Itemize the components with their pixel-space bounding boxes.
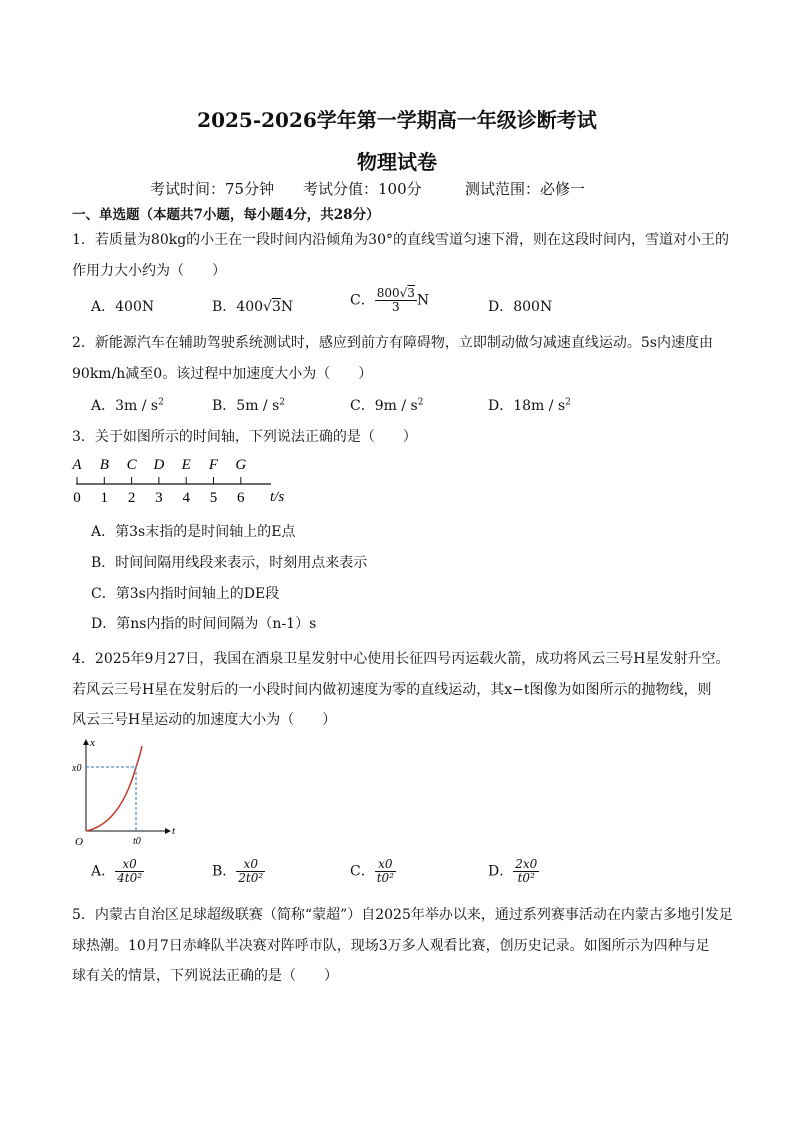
sqrt-sign: √ — [263, 299, 272, 315]
fraction: $\frac{800√3}{3}$ — [376, 286, 415, 314]
y-axis-label: x — [90, 737, 95, 749]
sqrt-radicand: 3 — [271, 299, 281, 315]
option-label: C． — [350, 398, 375, 414]
option-value: 9m / s — [374, 398, 418, 414]
option-label: B． — [212, 398, 237, 414]
option-label: A． — [91, 299, 116, 315]
q3-option-a: A．第3s末指的是时间轴上的E点 — [91, 524, 296, 540]
q1-option-c — [350, 287, 429, 314]
exam-subject: 物理试卷 — [357, 150, 437, 174]
q4-stem-line1: 4．2025年9月27日，我国在酒泉卫星发射中心使用长征四号丙运载火箭，成功将风云三号H星发射升空。 — [72, 651, 730, 667]
fraction-numerator: x0 — [375, 858, 396, 872]
fraction-numerator: x0 — [115, 858, 144, 872]
exam-time: 考试时间：75分钟 — [150, 180, 275, 198]
fraction-denominator: 3 — [392, 300, 400, 314]
option-label: A． — [91, 398, 116, 414]
option-label: A． — [91, 863, 116, 880]
time-axis-unit: t/s — [270, 489, 285, 505]
axis-point-label: A — [72, 457, 82, 473]
option-value: 400 — [236, 299, 264, 315]
q4-stem-line3: 风云三号H星运动的加速度大小为（ ） — [72, 712, 337, 728]
exponent: 2 — [158, 397, 164, 408]
option-value: 400N — [115, 299, 155, 315]
option-label: B． — [212, 863, 237, 880]
parabola-curve-extension — [136, 746, 142, 767]
section-heading: 一、单选题（本题共7小题，每小题4分，共28分） — [72, 207, 380, 223]
axis-number-label: 5 — [209, 490, 218, 506]
fraction-numerator: x0 — [236, 858, 265, 872]
option-value: 18m / s — [513, 398, 566, 414]
x-t-graph — [70, 734, 185, 850]
q2-option-d — [488, 395, 571, 415]
axis-point-label: D — [153, 457, 165, 473]
option-label: C． — [350, 863, 375, 880]
t0-label: t0 — [133, 836, 141, 847]
exponent: 2 — [417, 397, 424, 408]
option-value: 3m / s — [115, 398, 159, 414]
q1-option-d — [488, 296, 552, 316]
exponent: 2 — [565, 397, 571, 408]
fraction-denominator: 4t0² — [117, 871, 143, 885]
q1-option-a — [91, 296, 154, 316]
option-label: C． — [350, 292, 375, 309]
fraction-denominator: t0² — [517, 871, 535, 885]
q5-stem-line3: 球有关的情景，下列说法正确的是（ ） — [72, 968, 338, 984]
option-label: D． — [488, 863, 514, 880]
axis-point-label: E — [181, 457, 191, 473]
fraction-numerator: 2x0 — [515, 857, 538, 871]
option-label: B． — [212, 299, 237, 315]
axis-point-label: G — [235, 457, 247, 473]
q2-option-a — [91, 395, 164, 415]
axis-point-label: B — [99, 457, 109, 473]
q2-option-b — [212, 395, 285, 415]
q5-stem-line1: 5．内蒙古自治区足球超级联赛（简称“蒙超”）自2025年举办以来，通过系列赛事活动在内蒙古多地引发足 — [72, 907, 733, 923]
fraction-denominator: t0² — [376, 871, 394, 885]
option-label: D． — [488, 398, 514, 414]
axis-number-label: 3 — [155, 490, 163, 506]
exponent: 2 — [279, 397, 286, 408]
q2-stem-line1: 2．新能源汽车在辅助驾驶系统测试时，感应到前方有障碍物，立即制动做匀减速直线运动。5s内速度由 — [72, 335, 713, 351]
sqrt-radicand: 3 — [407, 286, 415, 300]
axis-number-label: 0 — [73, 490, 81, 506]
q5-stem-line2: 球热潮。10月7日赤峰队半决赛对阵呼市队，现场3万多人观看比赛，创历史记录。如图所示为四种与足 — [72, 938, 710, 954]
axis-number-label: 4 — [182, 490, 190, 506]
exam-title: 2025-2026学年第一学期高一年级诊断考试 — [197, 108, 597, 132]
axis-point-label: C — [126, 457, 137, 473]
q4-option-b — [212, 858, 265, 885]
exam-scope: 测试范围：必修一 — [465, 180, 586, 198]
q1-stem-line2: 作用力大小约为（ ） — [72, 263, 226, 279]
option-value: 5m / s — [236, 398, 280, 414]
fraction-numerator: 800 — [376, 286, 400, 300]
option-unit: N — [416, 292, 430, 309]
origin-label: O — [75, 836, 83, 848]
q3-option-c: C．第3s内指时间轴上的DE段 — [91, 586, 280, 602]
q3-option-b: B．时间间隔用线段来表示，时刻用点来表示 — [91, 555, 368, 571]
option-label: D． — [488, 299, 514, 315]
axis-point-label: F — [208, 457, 219, 473]
exam-score: 考试分值：100分 — [303, 180, 422, 198]
time-axis-diagram — [66, 452, 306, 508]
q4-option-c — [350, 858, 396, 885]
option-unit: N — [280, 299, 294, 315]
q4-option-d — [488, 858, 539, 885]
q3-stem: 3．关于如图所示的时间轴，下列说法正确的是（ ） — [72, 429, 417, 445]
axis-number-label: 1 — [100, 490, 109, 506]
q3-option-d: D．第ns内指的时间间隔为（n-1）s — [91, 616, 317, 632]
axis-number-label: 6 — [237, 490, 245, 506]
option-value: 800N — [513, 299, 553, 315]
axis-number-label: 2 — [127, 490, 136, 506]
x0-label: x0 — [72, 763, 82, 774]
q4-option-a — [91, 858, 144, 885]
q1-stem-line1: 1．若质量为80kg的小王在一段时间内沿倾角为30°的直线雪道匀速下滑，则在这段时间内，雪道对小王的 — [72, 232, 729, 248]
q2-stem-line2: 90km/h减至0。该过程中加速度大小为（ ） — [72, 366, 373, 382]
x-axis-label: t — [172, 825, 176, 837]
q4-stem-line2: 若风云三号H星在发射后的一小段时间内做初速度为零的直线运动，其x−t图像为如图所示的抛物线，则 — [72, 682, 712, 698]
fraction-denominator: 2t0² — [238, 871, 264, 885]
q1-option-b — [212, 296, 293, 316]
parabola-curve — [86, 767, 136, 831]
q2-option-c — [350, 395, 423, 415]
